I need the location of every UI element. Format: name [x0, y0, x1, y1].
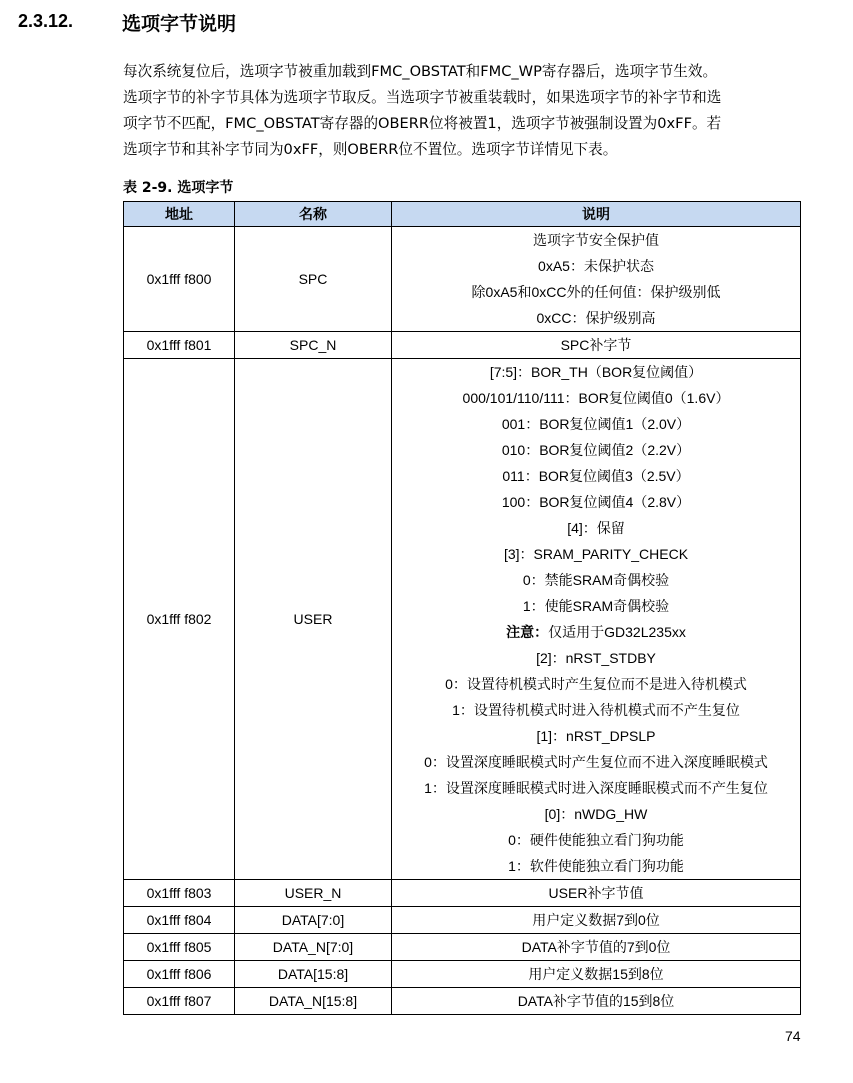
description-line: [1]：nRST_DPSLP	[536, 728, 656, 744]
row-description: 用户定义数据7到0位	[392, 907, 801, 934]
row-address: 0x1fff f803	[124, 880, 235, 907]
paragraph-line: 项字节不匹配，FMC_OBSTAT寄存器的OBERR位将被置1，选项字节被强制设置为0xFF。若	[123, 115, 722, 132]
description-line: 0：硬件使能独立看门狗功能	[508, 832, 684, 848]
description-line: 010：BOR复位阈值2（2.2V）	[501, 442, 691, 458]
description-line: 1：使能SRAM奇偶校验	[522, 598, 670, 614]
description-line: 001：BOR复位阈值1（2.0V）	[501, 416, 691, 432]
row-name: DATA[7:0]	[235, 907, 392, 934]
table-row	[124, 359, 801, 880]
description-line: 0：设置待机模式时产生复位而不是进入待机模式	[445, 676, 747, 692]
row-name: SPC	[235, 227, 392, 332]
description-line: 0xA5：未保护状态	[538, 258, 654, 274]
row-address: 0x1fff f804	[124, 907, 235, 934]
row-address: 0x1fff f802	[124, 359, 235, 880]
header-description: 说明	[392, 202, 801, 227]
row-address: 0x1fff f807	[124, 988, 235, 1015]
description-line: 选项字节安全保护值	[533, 232, 659, 248]
paragraph-line: 选项字节的补字节具体为选项字节取反。当选项字节被重装载时，如果选项字节的补字节和选	[123, 89, 722, 106]
description-line: 0：设置深度睡眠模式时产生复位而不进入深度睡眠模式	[424, 754, 768, 770]
section-title: 选项字节说明	[122, 13, 237, 35]
description-line: [2]：nRST_STDBY	[536, 650, 656, 666]
table-row	[124, 907, 801, 934]
table-row	[124, 961, 801, 988]
note-text: 仅适用于GD32L235xx	[548, 624, 686, 640]
note-label: 注意：	[506, 624, 549, 640]
description-line: 1：设置待机模式时进入待机模式而不产生复位	[452, 702, 740, 718]
row-description	[392, 359, 801, 880]
row-address: 0x1fff f806	[124, 961, 235, 988]
table-row	[124, 934, 801, 961]
row-name: USER_N	[235, 880, 392, 907]
table-header-row	[124, 202, 801, 227]
row-address: 0x1fff f800	[124, 227, 235, 332]
description-line: [4]：保留	[567, 520, 625, 536]
description-line: 除0xA5和0xCC外的任何值：保护级别低	[471, 284, 721, 300]
page-number: 74	[785, 1028, 801, 1044]
row-name: USER	[235, 359, 392, 880]
description-line: 011：BOR复位阈值3（2.5V）	[502, 468, 690, 484]
row-description: USER补字节值	[392, 880, 801, 907]
row-address: 0x1fff f805	[124, 934, 235, 961]
section-number: 2.3.12.	[18, 11, 74, 31]
description-line: [3]：SRAM_PARITY_CHECK	[503, 546, 689, 562]
row-address: 0x1fff f801	[124, 332, 235, 359]
table-row	[124, 332, 801, 359]
description-line: 100：BOR复位阈值4（2.8V）	[501, 494, 691, 510]
paragraph-line: 每次系统复位后，选项字节被重加载到FMC_OBSTAT和FMC_WP寄存器后，选项字节生效。	[123, 63, 718, 80]
row-description: 用户定义数据15到8位	[392, 961, 801, 988]
row-description: SPC补字节	[392, 332, 801, 359]
description-line: 000/101/110/111：BOR复位阈值0（1.6V）	[462, 390, 730, 406]
header-address: 地址	[124, 202, 235, 227]
row-description: DATA补字节值的15到8位	[392, 988, 801, 1015]
table-row	[124, 988, 801, 1015]
row-description: DATA补字节值的7到0位	[392, 934, 801, 961]
header-name: 名称	[235, 202, 392, 227]
option-byte-table	[123, 201, 801, 1015]
row-name: SPC_N	[235, 332, 392, 359]
row-name: DATA_N[7:0]	[235, 934, 392, 961]
description-line: 0xCC：保护级别高	[536, 310, 656, 326]
description-line: [7:5]：BOR_TH（BOR复位阈值）	[489, 364, 703, 380]
table-row	[124, 880, 801, 907]
intro-paragraph	[123, 59, 805, 163]
table-row	[124, 227, 801, 332]
row-name: DATA_N[15:8]	[235, 988, 392, 1015]
section-heading	[18, 8, 838, 38]
row-name: DATA[15:8]	[235, 961, 392, 988]
description-line: 0：禁能SRAM奇偶校验	[522, 572, 670, 588]
description-line: [0]：nWDG_HW	[544, 806, 648, 822]
table-caption: 表 2-9. 选项字节	[123, 180, 234, 196]
note-line	[392, 619, 800, 645]
description-line: 1：设置深度睡眠模式时进入深度睡眠模式而不产生复位	[424, 780, 768, 796]
paragraph-line: 选项字节和其补字节同为0xFF，则OBERR位不置位。选项字节详情见下表。	[123, 141, 618, 158]
row-description	[392, 227, 801, 332]
description-line: 1：软件使能独立看门狗功能	[508, 858, 684, 874]
